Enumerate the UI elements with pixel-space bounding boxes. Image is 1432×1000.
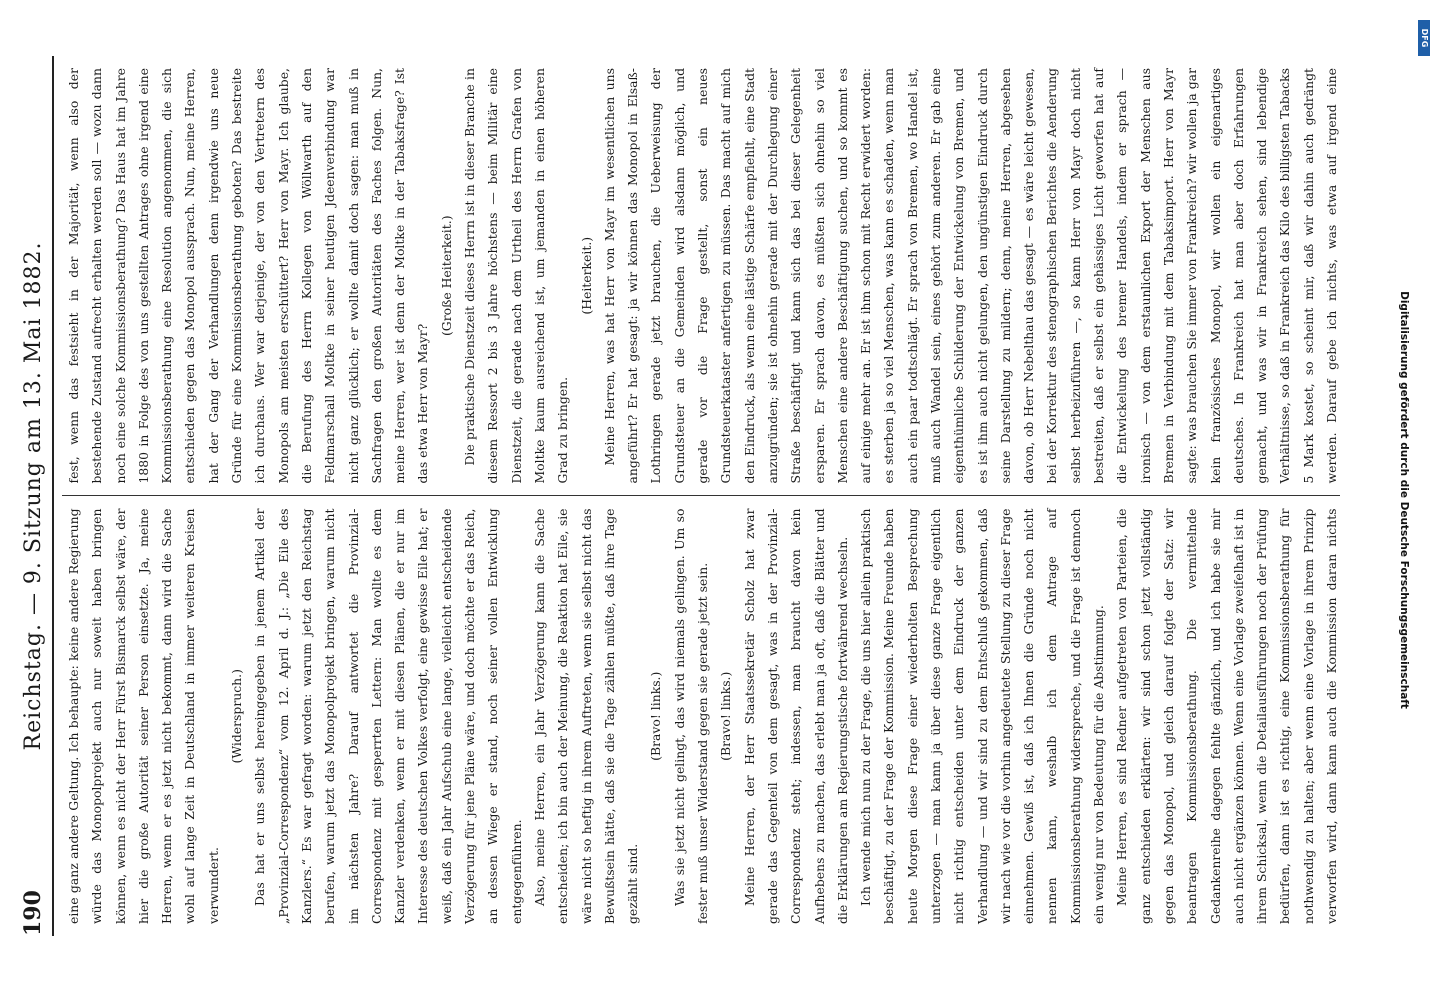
paragraph: fest, wenn das festsieht in der Majorität, wenn also der bestehende Zustand aufrecht erhalten werden soll — wozu dann noch eine solche Kommissionsberathung? Das Haus hat im Jahre 1880 in Folge des von uns gestellten Antrages ohne irgend eine Kommissionsberathung eine Resolution angenommen, die sich entschieden gegen das Monopol aussprach. Nun, meine Herren, hat der Gang der Verhandlungen denn irgendwie uns neue Gründe für eine Kommissionsberathung geboten? Das bestreite ich durchaus. Wer war derjenige, der von den Vertretern des Monopols am meisten erschüttert? Herr von Mayr. Ich glaube, die Berufung des Herrn Kollegen von Wöllwarth auf den Feldmarschall Moltke in seiner heutigen Jdeenverbindung war nicht ganz glücklich; er wollte damit doch sagen: man muß in Sachfragen den großen Autoritäten des Faches folgen. Nun, meine Herren, wer ist denn der Moltke in der Tabaksfrage? Ist das etwa Herr von Mayr? (66, 68, 431, 484)
paragraph: eine ganz andere Geltung. Ich behaupte: keine andere Regierung würde das Monopolprojekt auch nur soweit haben bringen können, wenn es nicht der Herr Fürst Bismarck selbst wäre, der hier die große Autorität seiner Person einsetzte. Ja, meine Herren, wenn er es jetzt nicht bekommt, dann wird die Sache wohl auf lange Zeit in Deutschland in immer weiteren Kreisen verwundert. (66, 508, 221, 924)
paragraph: Meine Herren, der Herr Staatssekretär Scholz hat zwar gerade das Gegenteil von dem gesagt, was in der Provinzial-Correspondenz steht; indessen, man braucht davon kein Aufhebens zu machen, das erlebt man ja oft, daß die Blätter und die Erklärungen am Regierungstische fortwährend wechseln. (741, 508, 850, 924)
document-page (0, 28, 1360, 964)
paragraph: Das hat er uns selbst hereingegeben in jenem Artikel der „Provinzial-Correspondenz“ vom 12. April d. J.: „Die Eile des Kanzlers.“ Es war gefragt worden: warum jetzt den Reichstag berufen, warum jetzt das Monopolprojekt bringen, warum nicht im nächsten Jahre? Darauf antwortet die Provinzial-Correspondenz mit gesperrten Lettern: Man wollte es dem Kanzler verdenken, wenn er mit diesen Plänen, die er nur im Interesse des deutschen Volkes verfolgt, eine gewisse Eile hat; er weiß, daß ein Jahr Aufschub eine lange, vielleicht entscheidende Verzögerung für jene Pläne wäre, und doch möchte er das Reich, an dessen Wiege er stand, noch seiner vollen Entwicklung entgegenführen. (252, 508, 524, 924)
digitization-credit: Digitalisierung gefördert durch die Deutsche Forschungsgemeinschaft (1398, 291, 1410, 709)
dfg-logo (1418, 20, 1430, 56)
paragraph: Also, meine Herren, ein Jahr Verzögerung kann die Sache entscheiden; ich bin auch der Meinung, die Reaktion hat Eile, sie wäre nicht so heftig in ihrem Auftreten, wenn sie selbst nicht das Bewußtsein hätte, daß sie die Tage zählen müßte, daß ihre Tage gezählt sind. (531, 508, 641, 924)
text-columns (62, 56, 1340, 936)
reaction-note: (Große Heiterkeit.) (438, 215, 454, 337)
reaction-note: (Widerspruch.) (229, 669, 245, 764)
paragraph: Meine Herren, was hat Herr von Mayr im wesentlichen uns angeführt? Er hat gesagt: ja wir können das Monopol in Elsaß-Lothringen gerade jetzt brauchen, die Ueberweisung der Grundsteuer an die Gemeinden wird alsdann möglich, und gerade vor die Frage gestellt, sonst ein neues Grundsteuerkataster anfertigen zu müssen. Das macht auf mich den Eindruck, als wenn eine lästige Schärfe empfiehlt, eine Stadt anzugründen; sie ist ohnehin gerade mit der Durchlegung einer Straße beschäftigt und kann sich das bei dieser Gelegenheit ersparen. Er sprach davon, es müßten sich ohnehin so viel Menschen eine andere Beschäftigung suchen, und so kommt es auf einige mehr an. Er ist ihm schon mit Recht erwidert worden: es sterben ja so viel Menschen, was kann es schaden, wenn man auch ein paar todtschlägt. Er sprach von Bremen, wo Handel ist, muß auch Wandel sein, eines gehört zum anderen. Er gab eine eigenthümliche Schilderung der Entwickelung von Bremen, und es ist ihm auch nicht gelungen, den ungünstigen Eindruck durch seine Darstellung zu mildern; denn, meine Herren, abgesehen davon, ob Herr Nebelthau das gesagt — es wäre leicht gewesen, bei der Korrektur des stenographischen Berichtes die Aenderung selbst herbeizuführen —, so kann Herr von Mayr doch nicht bestreiten, daß er selbst ein gehässiges Licht geworfen hat auf die Entwickelung des bremer Handels, indem er sprach — ironisch — von dem erstaunlichen Export der Menschen aus Bremen in Verbindung mit dem Tabaksimport. Herr von Mayr sagte: was brauchen Sie immer von Frankreich? wir wollen ja gar kein französisches Monopol, wir wollen ein eigenartiges deutsches. In Frankreich hat man aber doch Erfahrungen gemacht, und was wir in Frankreich sehen, sind lebendige Verhältnisse, so daß in Frankreich das Kilo des billigsten Tabacks 5 Mark kostet, so scheint mir, daß wir dahin auch gedrängt werden. Darauf gebe ich nichts, was etwa auf irgend eine (601, 68, 1340, 484)
reaction-note: (Heiterkeit.) (578, 236, 594, 315)
dfg-logo-text: DFG (1420, 28, 1429, 48)
paragraph: Meine Herren, es sind Redner aufgetreten von Parteien, die ganz entschieden erklärten: wir sind schon jetzt vollständig gegen das Monopol, und gleich darauf folgte der Satz: wir beantragen Kommissionsberathung. Die vermittelnde Gedankenreihe dagegen fehlte gänzlich, und ich habe sie mir auch nicht ergänzen können. Wenn eine Vorlage zweifelhaft ist in ihrem Schicksal, wenn die Detailausführungen noch der Prüfung bedürfen, dann ist es richtig, eine Kommissionsberathung für nothwendig zu halten; aber wenn eine Vorlage in ihrem Prinzip verworfen wird, dann kann auch die Kommission daran nichts (1114, 508, 1340, 924)
page-header (16, 56, 54, 936)
paragraph: Was sie jetzt nicht gelingt, das wird niemals gelingen. Um so fester muß unser Widerstand gegen sie gerade jetzt sein. (671, 508, 711, 924)
reaction-note: (Bravo! links.) (648, 671, 664, 761)
column-right (62, 56, 1340, 497)
page-number: 190 (20, 890, 46, 936)
paragraph: Ich wende mich nun zu der Frage, die uns hier allein praktisch beschäftigt, zu der Frage der Kommission. Meine Freunde haben heute Morgen diese Frage einer wiederholten Besprechung unterzogen — man kann ja über diese ganze Frage eigentlich nicht richtig entscheiden unter dem Eindruck der ganzen Verhandlung — und wir sind zu dem Entschluß gekommen, daß wir nach wie vor die vorhin angedeutete Stellung zu dieser Frage einnehmen. Gewiß ist, daß ich Ihnen die Gründe noch nicht nennen kann, weshalb ich dem Antrage auf Kommissionsberathung widerspreche, und die Frage ist dennoch ein wenig nur von Bedeutung für die Abstimmung. (858, 508, 1107, 924)
running-head: Reichstag. — 9. Sitzung am 13. Mai 1882. (21, 241, 46, 751)
column-left (62, 497, 1340, 937)
paragraph: Die praktische Dienstzeit dieses Herrn ist in dieser Branche in diesem Ressort 2 bis 3 Jahre höchstens — beim Militär eine Dienstzeit, die gerade nach dem Urtheil des Herrn Grafen von Moltke kaum ausreichend ist, um jemanden in einen höheren Grad zu bringen. (462, 68, 571, 484)
reaction-note: (Bravo! links.) (718, 671, 734, 761)
